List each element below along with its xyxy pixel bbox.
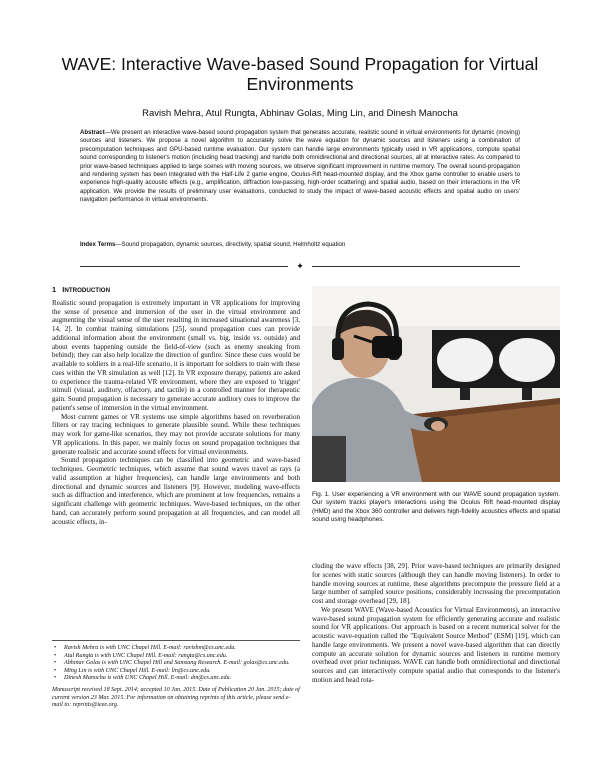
section-title-rest: NTRODUCTION <box>64 287 111 294</box>
hmd-icon <box>372 336 402 358</box>
abstract-text: —We present an interactive wave-based sound propagation system that generates accurate, realistic sound in virtual environments for dynamic (moving) sources and listeners. We propose a novel algorithm to accurately solve the wave equation for dynamic sources and listeners using a combination of precomputation techniques and GPU-based runtime evaluation. Our system can handle large environments typically used in VR applications, compute spatial sound corresponding to listener's motion (including head tracking) and handle both omnidirectional and directional sources, all at interactive rates. As compared to prior wave-based techniques applied to large scenes with moving sources, we observe significant improvement in runtime memory. The overall sound-propagation and rendering system has been integrated with the Half-Life 2 game engine, Oculus-Rift head-mounted display, and the Xbox game controller to enable users to experience high-quality acoustic effects (e.g., amplification, diffraction low-passing, high-order scattering) and spatial audio, based on their interactions in the VR application. We provide the results of preliminary user evaluations, conducted to study the impact of wave-based acoustic effects and spatial audio on users' navigation performance in virtual environments. <box>80 129 520 204</box>
section-heading <box>52 286 300 296</box>
footnote-item: • Abhinav Golas is with UNC Chapel Hill and Samsung Research. E-mail: golas@cs.unc.edu. <box>52 660 300 668</box>
section-number: 1 <box>52 285 57 294</box>
left-column <box>52 286 300 526</box>
section-separator <box>80 262 520 272</box>
index-terms <box>80 241 520 249</box>
footnote-rule <box>52 640 300 641</box>
paper-authors: Ravish Mehra, Atul Rungta, Abhinav Golas, Ming Lin, and Dinesh Manocha <box>142 108 458 119</box>
footnote-item: • Ravish Mehra is with UNC Chapel Hill. E-mail: ravishm@cs.unc.edu. <box>52 645 300 653</box>
chair <box>312 436 346 482</box>
separator-rule-left <box>80 266 288 267</box>
separator-rule-right <box>312 266 520 267</box>
body-paragraph: Sound propagation techniques can be classified into geometric and wave-based techniques. Geometric techniques, which assume that sound waves travel as rays (a valid assumption at higher frequencies), can handle large environments and both directional and dynamic sources and listeners [9]. However, modeling wave-effects such as diffraction and interference, which are prominent at low frequencies, remains a significant challenge with geometric techniques. Wave-based techniques, on the other hand, can accurately perform sound propagation at all frequencies, and can model all acoustic effects, in- <box>52 456 300 526</box>
index-terms-label: Index Terms <box>80 241 116 248</box>
footnote-item: • Atul Rungta is with UNC Chapel Hill. E-mail: rungta@cs.unc.edu. <box>52 653 300 661</box>
body-paragraph: We present WAVE (Wave-based Acoustics for Virtual Environments), an interactive wave-based sound propagation system for efficiently generating accurate and realistic sound for VR applications. Our approach is based on a recent numerical solver for the acoustic wave-equation called the "Equivalent Source Method" (ESM) [19], which can handle large environments. We present a novel wave-based algorithm that can directly compute an accurate solution for dynamic sources and listeners in runtime memory overhead over prior techniques. WAVE can handle both omnidirectional and directional sources and can interactively compute spatial audio that corresponds to the listener's motion and head rota- <box>312 605 560 684</box>
paper-title: WAVE: Interactive Wave-based Sound Propagation for Virtual Environments <box>61 54 539 94</box>
right-column <box>312 562 560 685</box>
footnotes <box>52 645 300 710</box>
abstract-label: Abstract <box>80 129 105 136</box>
abstract <box>80 129 520 205</box>
user-vr-photo <box>312 286 560 482</box>
section-title-initial: I <box>62 285 65 294</box>
separator-diamond-icon: ✦ <box>296 262 304 272</box>
index-terms-text: —Sound propagation, dynamic sources, directivity, spatial sound, Helmholtz equation <box>115 241 346 248</box>
figure-caption: Fig. 1. User experiencing a VR environment with our WAVE sound propagation system. Our system tracks player's interactions using the Oculus Rift head-mounted display (HMD) and the Xbox 360 controller and delivers high-fidelity acoustics effects and spatial sound using headphones. <box>312 491 560 524</box>
footnote-item: • Ming Lin is with UNC Chapel Hill. E-mail: lin@cs.unc.edu. <box>52 668 300 676</box>
manuscript-note: Manuscript received 18 Sept. 2014; accepted 10 Jan. 2015. Date of Publication 20 Jan. 2015; date of current version 23 Mar. 2015. For information on obtaining reprints of this article, please send e-mail to: reprints@ieee.org. <box>52 686 300 709</box>
body-paragraph: cluding the wave effects [38, 29]. Prior wave-based techniques are primarily designed for scenes with static sources (although they can handle moving listeners). In order to handle moving sources at runtime, these algorithms precompute the pressure field at a large number of sampled source positions, considerably increasing the precomputation cost and storage overhead [29, 18]. <box>312 562 560 605</box>
footnote-item: • Dinesh Manocha is with UNC Chapel Hill. E-mail: dm@cs.unc.edu. <box>52 675 300 683</box>
figure-photo <box>312 286 560 482</box>
body-paragraph: Most current games or VR systems use simple algorithms based on reverberation filters or ray tracing techniques to generate plausible sound. While these techniques may work for game-like scenarios, they may not provide accurate solutions for many VR applications. In this paper, we mainly focus on sound propagation techniques that generate realistic and accurate sound effects for virtual environments. <box>52 412 300 456</box>
body-paragraph: Realistic sound propagation is extremely important in VR applications for improving the sense of presence and immersion of the user in the virtual environment and augmenting the visual sense of the user resulting in increased situational awareness [3, 14, 2]. In combat training simulations [25], sound propagation cues can provide additional information about the environment (small vs. big, inside vs. outside) and about events happening outside the field-of-view (such as enemy sneaking from behind); they can also help localize the direction of gunfire. Since these cues would be available to soldiers in a real-life scenario, it is important for soldiers to train with these cues within the VR simulation as well [12]. In VR exposure therapy, patients are asked to experience the trauma-related VR environment, where they are exposed to 'trigger' stimuli (visual, auditory, olfactory, and tactile) in a controlled manner for therapeutic gain. Sound propagation is necessary to generate accurate auditory cues to improve the patient's sense of immersion in the virtual environment. <box>52 298 300 412</box>
